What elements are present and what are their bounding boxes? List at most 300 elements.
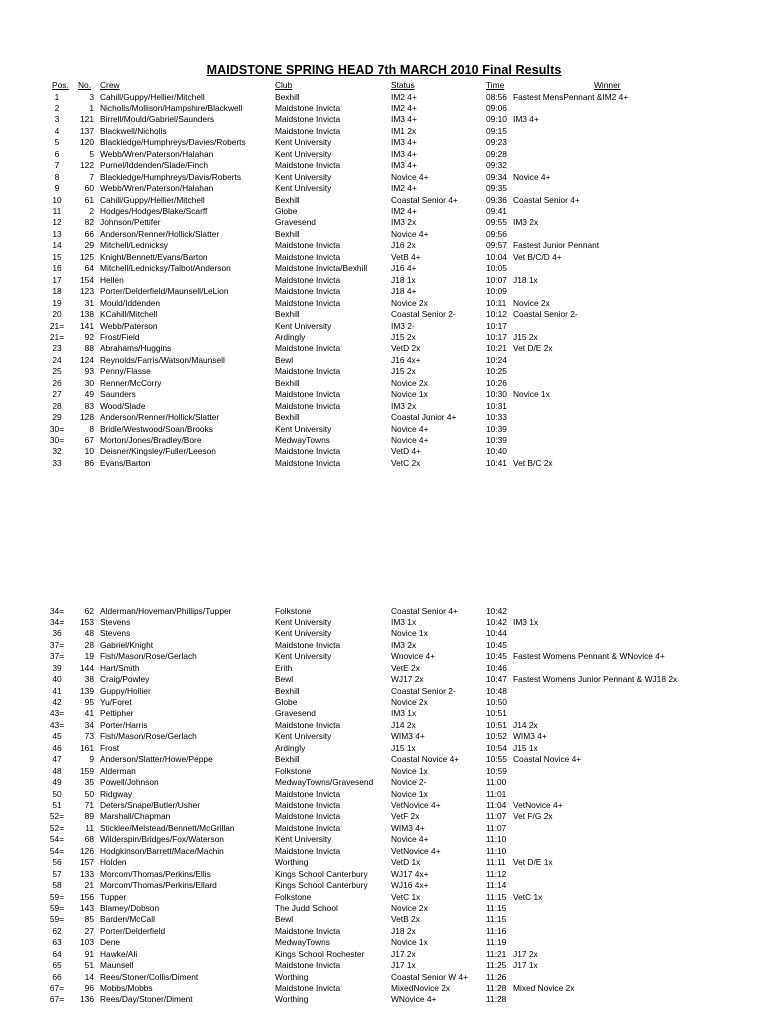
table-row <box>0 446 768 457</box>
result-crew: Craig/Powley <box>100 674 150 685</box>
result-position: 51 <box>52 799 62 810</box>
result-time: 09:36 <box>486 194 507 205</box>
result-time: 10:59 <box>486 765 507 776</box>
table-row <box>0 366 768 377</box>
result-number: 5 <box>89 148 94 159</box>
result-winner: Novice 2x <box>513 297 550 308</box>
result-number: 92 <box>84 331 94 342</box>
result-number: 11 <box>85 822 94 833</box>
result-status: VetB 2x <box>391 914 420 925</box>
result-position: 67= <box>49 983 65 994</box>
result-club: Maidstone Invicta <box>275 822 341 833</box>
table-row <box>0 252 768 263</box>
result-number: 153 <box>80 616 94 627</box>
result-position: 64 <box>52 948 62 959</box>
result-status: IM3 1x <box>391 708 417 719</box>
result-winner: Vet B/C/D 4+ <box>513 251 562 262</box>
table-row <box>0 114 768 125</box>
result-club: Maidstone Invicta <box>275 811 341 822</box>
table-row <box>0 424 768 435</box>
result-number: 141 <box>80 320 94 331</box>
table-row <box>0 697 768 708</box>
result-club: Maidstone Invicta <box>275 719 341 730</box>
result-time: 11:14 <box>486 880 507 891</box>
result-time: 11:28 <box>486 983 507 994</box>
result-time: 11:00 <box>486 777 507 788</box>
result-crew: Webb/Wren/Paterson/Halahan <box>100 183 214 194</box>
result-number: 61 <box>84 194 94 205</box>
table-row <box>0 743 768 754</box>
table-row <box>0 789 768 800</box>
result-crew: Rees/Stoner/Collis/Diment <box>100 971 199 982</box>
result-winner: IM3 1x <box>513 616 539 627</box>
result-status: IM3 2x <box>391 639 417 650</box>
table-row <box>0 994 768 1005</box>
result-status: IM2 4+ <box>391 183 417 194</box>
result-crew: Morcom/Thomas/Perkins/Ellard <box>100 880 217 891</box>
result-time: 11:07 <box>486 822 507 833</box>
result-position: 62 <box>52 925 62 936</box>
result-status: Novice 2x <box>391 297 428 308</box>
result-time: 10:07 <box>486 274 507 285</box>
result-crew: Porter/Delderfield/Maunsell/LeLion <box>100 286 229 297</box>
result-number: 85 <box>84 914 94 925</box>
result-position: 18 <box>52 286 62 297</box>
result-number: 133 <box>80 868 94 879</box>
result-club: Maidstone Invicta <box>275 114 341 125</box>
result-winner: J17 1x <box>513 960 538 971</box>
result-status: WJ17 4x+ <box>391 868 429 879</box>
result-club: Bexhill <box>275 309 300 320</box>
result-position: 41 <box>52 685 62 696</box>
table-row <box>0 720 768 731</box>
result-position: 19 <box>52 297 62 308</box>
result-crew: Barden/McCall <box>100 914 155 925</box>
result-position: 34= <box>49 616 65 627</box>
result-crew: Anderson/Renner/Hollick/Slatter <box>100 412 220 423</box>
result-crew: Alderman <box>100 765 136 776</box>
result-club: Maidstone Invicta <box>275 297 341 308</box>
result-status: WIM3 4+ <box>391 731 425 742</box>
result-winner: J17 2x <box>513 948 538 959</box>
result-crew: Powell/Johnson <box>100 777 159 788</box>
result-crew: Mitchell/Lednicksy/Talbot/Anderson <box>100 263 231 274</box>
result-club: Maidstone Invicta <box>275 251 341 262</box>
table-row <box>0 766 768 777</box>
result-status: VetD 1x <box>391 857 421 868</box>
result-time: 09:56 <box>486 228 507 239</box>
result-time: 09:23 <box>486 137 507 148</box>
result-time: 10:05 <box>486 263 507 274</box>
result-winner: Fastest Junior Pennant <box>513 240 600 251</box>
result-position: 58 <box>52 880 62 891</box>
result-crew: Wilderspin/Bridges/Fox/Waterson <box>100 834 224 845</box>
result-time: 10:41 <box>486 457 507 468</box>
header-no: No. <box>78 80 92 90</box>
result-crew: Evans/Barton <box>100 457 151 468</box>
table-row <box>0 777 768 788</box>
result-winner: Fastest MensPennant &IM2 4+ <box>513 91 629 102</box>
result-time: 09:35 <box>486 183 507 194</box>
result-club: Maidstone Invicta <box>275 960 341 971</box>
result-position: 7 <box>54 160 60 171</box>
result-status: J14 2x <box>391 719 416 730</box>
result-club: Worthing <box>275 857 309 868</box>
result-position: 4 <box>54 125 60 136</box>
result-crew: Mobbs/Mobbs <box>100 983 153 994</box>
result-position: 23 <box>52 343 62 354</box>
result-winner: IM3 2x <box>513 217 539 228</box>
result-status: IM1 2x <box>391 125 417 136</box>
table-row <box>0 126 768 137</box>
result-time: 10:46 <box>486 662 507 673</box>
result-club: Maidstone Invicta <box>275 160 341 171</box>
result-status: VetC 2x <box>391 457 421 468</box>
table-row <box>0 160 768 171</box>
result-crew: Alderman/Hoveman/Phillips/Tupper <box>100 605 232 616</box>
result-number: 48 <box>84 628 94 639</box>
result-crew: Mould/Iddenden <box>100 297 161 308</box>
result-position: 17 <box>52 274 62 285</box>
column-header-row <box>0 80 768 91</box>
result-position: 21= <box>49 320 65 331</box>
result-position: 13 <box>52 228 62 239</box>
result-winner: Coastal Senior 4+ <box>513 194 580 205</box>
table-row <box>0 674 768 685</box>
result-crew: Tupper <box>100 891 127 902</box>
result-number: 91 <box>84 948 94 959</box>
table-row <box>0 286 768 297</box>
result-crew: Cahill/Guppy/Hellier/Mitchell <box>100 91 205 102</box>
result-status: WJ16 4x+ <box>391 880 429 891</box>
result-time: 11:15 <box>486 902 507 913</box>
table-row <box>0 949 768 960</box>
result-time: 11:16 <box>486 925 507 936</box>
table-row <box>0 355 768 366</box>
result-status: Coastal Senior 4+ <box>391 194 458 205</box>
table-row <box>0 298 768 309</box>
result-position: 3 <box>54 114 60 125</box>
result-position: 66 <box>52 971 62 982</box>
result-status: Novice 4+ <box>391 834 429 845</box>
result-status: Coastal Senior W 4+ <box>391 971 469 982</box>
result-club: Bexhill <box>275 412 300 423</box>
table-row <box>0 937 768 948</box>
result-club: Kent University <box>275 616 332 627</box>
table-row <box>0 195 768 206</box>
result-club: Maidstone Invicta <box>275 102 341 113</box>
result-time: 11:15 <box>486 891 507 902</box>
table-row <box>0 617 768 628</box>
result-position: 33 <box>52 457 62 468</box>
result-crew: KCahill/Mitchell <box>100 309 158 320</box>
result-position: 52= <box>49 811 65 822</box>
result-number: 156 <box>80 891 94 902</box>
result-position: 56 <box>52 857 62 868</box>
table-row <box>0 275 768 286</box>
result-number: 136 <box>80 994 94 1005</box>
result-time: 11:15 <box>486 914 507 925</box>
table-row <box>0 458 768 469</box>
result-number: 34 <box>84 719 94 730</box>
result-time: 10:44 <box>486 628 507 639</box>
table-row <box>0 960 768 971</box>
table-row <box>0 435 768 446</box>
result-time: 09:32 <box>486 160 507 171</box>
result-crew: Blackledge/Humphreys/Davies/Roberts <box>100 137 246 148</box>
result-club: Kent University <box>275 137 332 148</box>
result-number: 96 <box>84 983 94 994</box>
table-row <box>0 708 768 719</box>
result-status: Novice 1x <box>391 765 428 776</box>
result-number: 60 <box>84 183 94 194</box>
result-position: 27 <box>52 389 62 400</box>
result-status: VetE 2x <box>391 662 420 673</box>
result-club: Maidstone Invicta <box>275 925 341 936</box>
result-number: 82 <box>84 217 94 228</box>
result-club: Globe <box>275 697 298 708</box>
result-position: 43= <box>49 708 65 719</box>
result-number: 49 <box>84 389 94 400</box>
result-time: 11:26 <box>486 971 507 982</box>
result-number: 103 <box>80 937 94 948</box>
result-status: J18 4+ <box>391 286 417 297</box>
result-crew: Sticklee/Melstead/Bennett/McGrillan <box>100 822 235 833</box>
result-time: 11:10 <box>486 845 507 856</box>
result-position: 49 <box>52 777 62 788</box>
result-status: IM3 4+ <box>391 137 417 148</box>
result-club: Kent University <box>275 423 332 434</box>
result-time: 11:12 <box>486 868 507 879</box>
result-time: 10:51 <box>486 719 507 730</box>
table-row <box>0 651 768 662</box>
result-number: 27 <box>84 925 94 936</box>
result-club: Gravesend <box>275 708 316 719</box>
result-position: 37= <box>49 639 65 650</box>
result-crew: Fish/Mason/Rose/Gerlach <box>100 651 197 662</box>
result-club: Kent University <box>275 628 332 639</box>
result-number: 89 <box>84 811 94 822</box>
table-row <box>0 983 768 994</box>
result-crew: Birrell/Mould/Gabriel/Saunders <box>100 114 215 125</box>
result-time: 11:21 <box>486 948 507 959</box>
result-crew: Webb/Wren/Paterson/Halahan <box>100 148 214 159</box>
result-number: 67 <box>84 435 94 445</box>
result-status: VetB 4+ <box>391 251 421 262</box>
result-position: 43= <box>49 719 65 730</box>
result-club: Maidstone Invicta <box>275 446 341 457</box>
result-crew: Saunders <box>100 389 136 400</box>
table-row <box>0 903 768 914</box>
result-time: 10:17 <box>486 331 507 342</box>
result-position: 46 <box>52 742 62 753</box>
table-row <box>0 606 768 617</box>
result-number: 144 <box>80 662 94 673</box>
result-time: 10:54 <box>486 742 507 753</box>
result-club: Bewl <box>275 674 294 685</box>
result-time: 10:04 <box>486 251 507 262</box>
result-status: Novice 1x <box>391 389 428 400</box>
result-club: Maidstone Invicta <box>275 799 341 810</box>
result-club: Ardingly <box>275 331 306 342</box>
result-winner: J14 2x <box>513 719 538 730</box>
result-time: 10:39 <box>486 435 507 445</box>
result-winner: Novice 4+ <box>513 171 551 182</box>
result-time: 09:10 <box>486 114 507 125</box>
result-crew: Morton/Jones/Bradley/Bore <box>100 435 202 445</box>
result-time: 10:48 <box>486 685 507 696</box>
result-position: 63 <box>52 937 62 948</box>
table-row <box>0 811 768 822</box>
result-position: 2 <box>54 102 60 113</box>
result-club: Kings School Rochester <box>275 948 365 959</box>
result-number: 137 <box>80 125 94 136</box>
result-status: Novice 1x <box>391 788 428 799</box>
result-crew: Blackwell/Nicholls <box>100 125 167 136</box>
result-club: Bewl <box>275 354 294 365</box>
header-crew: Crew <box>100 80 120 90</box>
result-crew: Nicholls/Mollison/Hampshire/Blackwell <box>100 102 243 113</box>
result-club: Kent University <box>275 834 332 845</box>
result-club: Bexhill <box>275 377 300 388</box>
table-row <box>0 206 768 217</box>
result-status: Wnovice 4+ <box>391 651 435 662</box>
header-time: Time <box>486 80 505 90</box>
result-position: 9 <box>54 183 60 194</box>
result-position: 67= <box>49 994 65 1005</box>
result-crew: Anderson/Slatter/Howe/Peppe <box>100 754 213 765</box>
result-status: IM3 2x <box>391 217 417 228</box>
result-time: 09:34 <box>486 171 507 182</box>
result-winner: J15 1x <box>513 742 538 753</box>
result-status: VetD 2x <box>391 343 421 354</box>
result-club: Maidstone Invicta <box>275 125 341 136</box>
result-crew: Renner/McCorry <box>100 377 162 388</box>
result-time: 10:11 <box>486 297 507 308</box>
result-number: 31 <box>84 297 94 308</box>
result-time: 09:41 <box>486 206 507 216</box>
result-club: Kent University <box>275 171 332 182</box>
result-position: 48 <box>52 765 62 776</box>
result-club: Maidstone Invicta <box>275 286 341 297</box>
result-club: Globe <box>275 206 298 216</box>
result-status: J16 2x <box>391 240 416 251</box>
result-club: Maidstone Invicta <box>275 983 341 994</box>
result-club: Folkstone <box>275 765 312 776</box>
result-crew: Penny/Flasse <box>100 366 151 377</box>
result-time: 10:09 <box>486 286 507 297</box>
result-time: 11:19 <box>486 937 507 948</box>
result-number: 122 <box>80 160 94 171</box>
table-row <box>0 754 768 765</box>
result-club: Maidstone Invicta <box>275 400 341 411</box>
result-crew: Fish/Mason/Rose/Gerlach <box>100 731 197 742</box>
header-club: Club <box>275 80 293 90</box>
result-number: 29 <box>84 240 94 251</box>
result-status: Novice 1x <box>391 937 428 948</box>
table-row <box>0 640 768 651</box>
result-position: 34= <box>49 605 65 616</box>
result-time: 09:06 <box>486 102 507 113</box>
result-crew: Purnel/Iddenden/Slade/Finch <box>100 160 209 171</box>
result-position: 30= <box>49 423 65 434</box>
result-position: 57 <box>52 868 62 879</box>
table-row <box>0 309 768 320</box>
result-time: 10:52 <box>486 731 507 742</box>
result-time: 10:30 <box>486 389 507 400</box>
result-number: 10 <box>84 446 94 457</box>
result-status: Coastal Senior 4+ <box>391 605 458 616</box>
table-row <box>0 628 768 639</box>
result-number: 125 <box>80 251 94 262</box>
result-club: Kent University <box>275 731 332 742</box>
result-crew: Gabriel/Knight <box>100 639 154 650</box>
result-club: Bexhill <box>275 228 300 239</box>
result-time: 10:47 <box>486 674 507 685</box>
result-position: 54= <box>49 834 65 845</box>
result-crew: Reynolds/Farris/Watson/Maunsell <box>100 354 225 365</box>
result-number: 120 <box>80 137 94 148</box>
result-position: 25 <box>52 366 62 377</box>
table-row <box>0 378 768 389</box>
result-club: Maidstone Invicta <box>275 845 341 856</box>
result-club: Folkstone <box>275 605 312 616</box>
result-crew: Porter/Harris <box>100 719 148 730</box>
result-winner: VetNovice 4+ <box>513 799 563 810</box>
result-number: 9 <box>89 754 94 765</box>
result-club: Kent University <box>275 320 332 331</box>
result-club: MedwayTowns <box>275 435 330 445</box>
result-club: The Judd School <box>275 902 338 913</box>
result-club: Kent University <box>275 148 332 159</box>
header-pos: Pos. <box>52 80 69 90</box>
result-club: Folkstone <box>275 891 312 902</box>
result-time: 10:17 <box>486 320 507 331</box>
result-position: 30= <box>49 435 65 445</box>
result-time: 10:40 <box>486 446 507 457</box>
table-row <box>0 857 768 868</box>
result-club: Maidstone Invicta <box>275 274 341 285</box>
result-time: 09:28 <box>486 148 507 159</box>
result-number: 68 <box>84 834 94 845</box>
result-club: Maidstone Invicta <box>275 240 341 251</box>
result-position: 39 <box>52 662 62 673</box>
result-number: 154 <box>80 274 94 285</box>
result-crew: Anderson/Renner/Hollick/Slatter <box>100 228 220 239</box>
result-number: 86 <box>84 457 94 468</box>
result-time: 09:15 <box>486 125 507 136</box>
table-row <box>0 263 768 274</box>
table-row <box>0 401 768 412</box>
result-number: 124 <box>80 354 94 365</box>
result-time: 11:28 <box>486 994 507 1005</box>
result-crew: Hellen <box>100 274 124 285</box>
result-status: IM2 4+ <box>391 206 417 216</box>
result-number: 14 <box>84 971 94 982</box>
result-position: 42 <box>52 697 62 708</box>
result-time: 10:55 <box>486 754 507 765</box>
result-position: 32 <box>52 446 62 457</box>
result-number: 161 <box>80 742 94 753</box>
result-status: J18 2x <box>391 925 416 936</box>
result-winner: Vet F/G 2x <box>513 811 553 822</box>
result-status: IM3 4+ <box>391 114 417 125</box>
result-crew: Marshall/Chapman <box>100 811 171 822</box>
result-number: 143 <box>80 902 94 913</box>
result-time: 10:42 <box>486 605 507 616</box>
result-position: 24 <box>52 354 62 365</box>
result-time: 10:12 <box>486 309 507 320</box>
